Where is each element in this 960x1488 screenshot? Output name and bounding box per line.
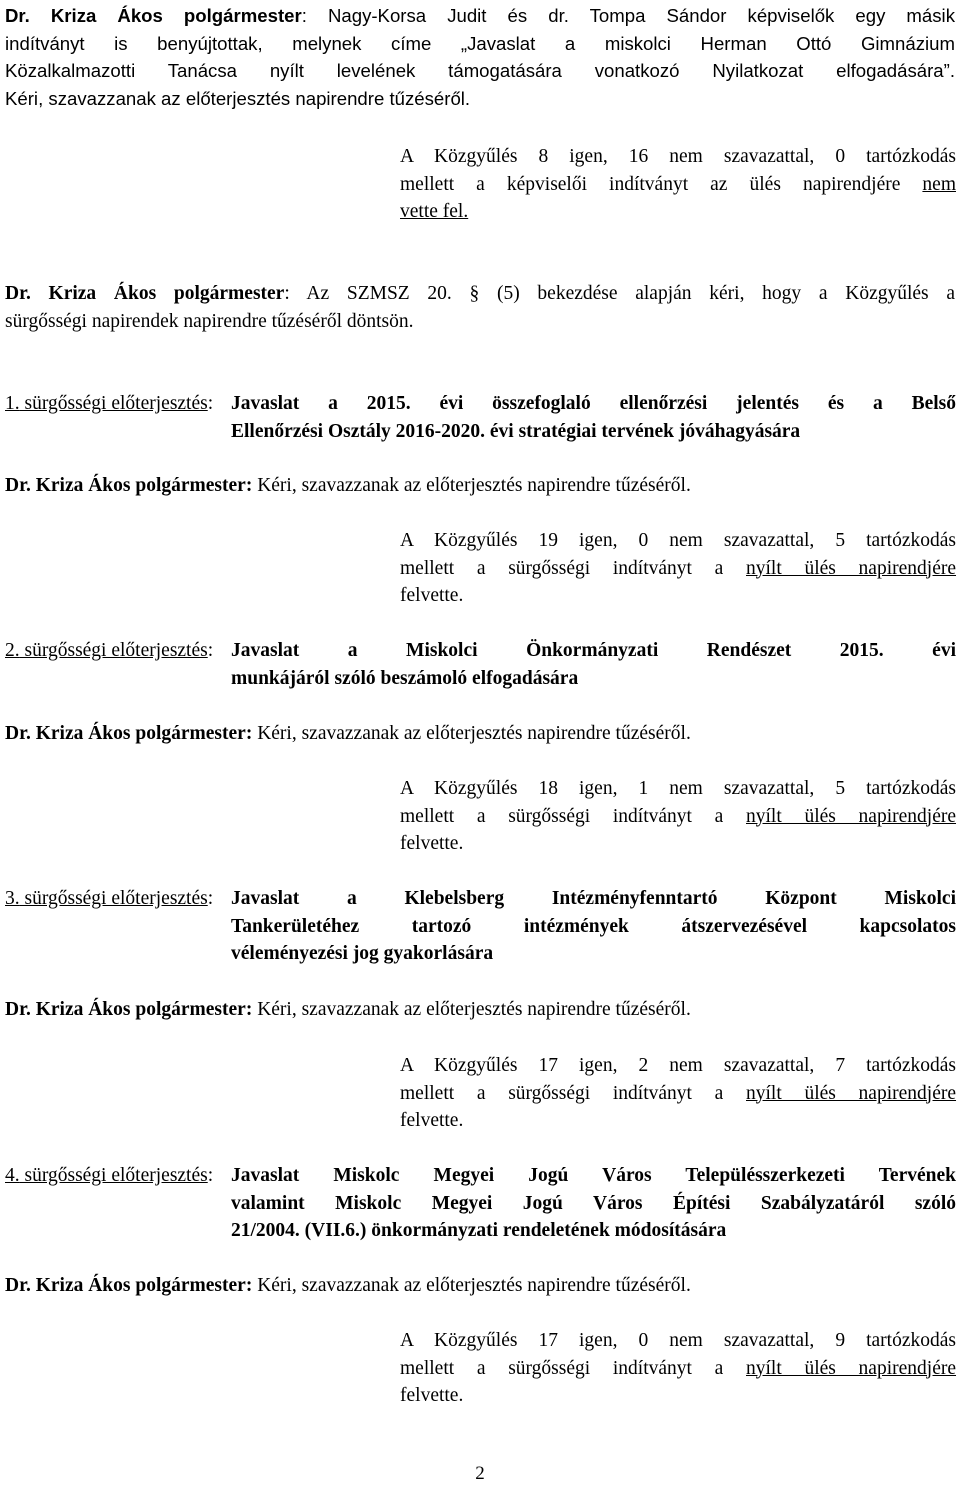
intro-paragraph: [5, 2, 955, 112]
speaker-name: Dr. Kriza Ákos polgármester: [5, 5, 302, 26]
item-label: 4. sürgősségi előterjesztés:: [5, 1165, 214, 1186]
page-number: 2: [475, 1463, 485, 1484]
item-label: 1. sürgősségi előterjesztés:: [5, 393, 214, 414]
item-title: Javaslat a Klebelsberg Intézményfenntartó Központ Miskolci Tankerületéhez tartozó intézmények átszervezésével kapcsolatos véleményezési jog gyakorlására: [231, 888, 956, 965]
vote-result-4: A Közgyűlés 17 igen, 0 nem szavazattal, 9 tartózkodás mellett a sürgősségi indítványt a nyílt ülés napirendjére felvette.: [400, 1330, 957, 1407]
intro-line-4: Kéri, szavazzanak az előterjesztés napirendre tűzéséről.: [5, 87, 471, 109]
vote-result-1: A Közgyűlés 19 igen, 0 nem szavazattal, 5 tartózkodás mellett a sürgősségi indítványt a nyílt ülés napirendjére felvette.: [400, 530, 957, 607]
intro-line-1: Dr. Kriza Ákos polgármester: Nagy-Korsa Judit és dr. Tompa Sándor képviselők egy másik: [5, 5, 955, 26]
intro-line-3: Közalkalmazotti Tanácsa nyílt levelének támogatására vonatkozó Nyilatkozat elfogadására”.: [5, 60, 955, 82]
item-title: Javaslat a Miskolci Önkormányzati Rendészet 2015. évi munkájáról szóló beszámoló elfogadására: [231, 640, 956, 689]
item-label: 3. sürgősségi előterjesztés:: [5, 888, 214, 909]
vote-result-2: A Közgyűlés 18 igen, 1 nem szavazattal, 5 tartózkodás mellett a sürgősségi indítványt a nyílt ülés napirendjére felvette.: [400, 778, 957, 855]
request-paragraph-2: Dr. Kriza Ákos polgármester: Kéri, szavazzanak az előterjesztés napirendre tűzéséről.: [5, 723, 691, 744]
request-paragraph-3: Dr. Kriza Ákos polgármester: Kéri, szavazzanak az előterjesztés napirendre tűzéséről.: [5, 999, 691, 1020]
intro-line-2: indítványt is benyújtottak, melynek címe „Javaslat a miskolci Herman Ottó Gimnázium: [5, 32, 955, 54]
item-title: Javaslat a 2015. évi összefoglaló ellenőrzési jelentés és a Belső Ellenőrzési Osztály 2016-2020. évi stratégiai tervének jóváhagyására: [231, 393, 956, 442]
vote-result-0: A Közgyűlés 8 igen, 16 nem szavazattal, 0 tartózkodás mellett a képviselői indítványt az ülés napirendjére nem vette fel.: [400, 146, 956, 223]
item-label: 2. sürgősségi előterjesztés:: [5, 640, 214, 661]
request-paragraph-4: Dr. Kriza Ákos polgármester: Kéri, szavazzanak az előterjesztés napirendre tűzéséről.: [5, 1275, 691, 1296]
vote-result-3: A Közgyűlés 17 igen, 2 nem szavazattal, 7 tartózkodás mellett a sürgősségi indítványt a nyílt ülés napirendjére felvette.: [400, 1055, 957, 1132]
speaker-name: Dr. Kriza Ákos polgármester: [5, 283, 285, 304]
szmsz-paragraph: Dr. Kriza Ákos polgármester: Az SZMSZ 20. § (5) bekezdése alapján kéri, hogy a Közgyűlés a sürgősségi napirendek napirendre tűzéséről döntsön.: [5, 283, 956, 332]
request-paragraph-1: Dr. Kriza Ákos polgármester: Kéri, szavazzanak az előterjesztés napirendre tűzéséről.: [5, 475, 691, 496]
item-title: Javaslat Miskolc Megyei Jogú Város Településszerkezeti Tervének valamint Miskolc Megyei Jogú Város Építési Szabályzatáról szóló 21/2004. (VII.6.) önkormányzati rendeletének módosítására: [231, 1165, 956, 1242]
